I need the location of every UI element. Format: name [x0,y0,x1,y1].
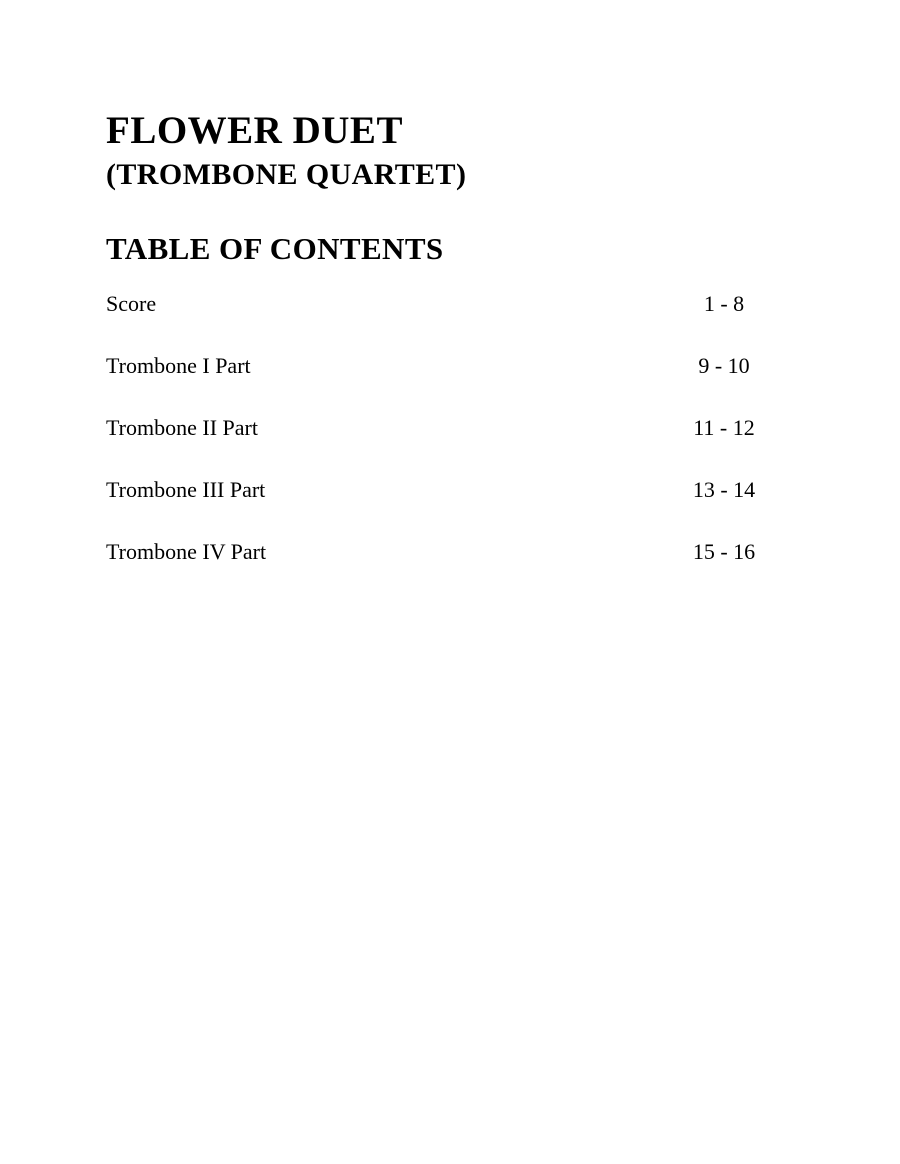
toc-item-pages: 9 - 10 [698,353,750,378]
toc-heading: TABLE OF CONTENTS [106,231,444,266]
toc-item-label: Score [106,291,157,316]
toc-item-pages: 15 - 16 [692,539,756,564]
toc-item-trombone-ii [106,412,786,474]
toc-item-trombone-i [106,350,786,412]
toc-item-trombone-iii [106,474,786,536]
toc-item-pages: 1 - 8 [703,291,745,316]
toc-list [106,288,786,598]
toc-item-trombone-iv [106,536,786,598]
document-title: FLOWER DUET [106,109,403,152]
document-subtitle: (TROMBONE QUARTET) [106,158,467,191]
toc-item-label: Trombone IV Part [106,539,267,564]
toc-item-pages: 13 - 14 [692,477,756,502]
toc-item-label: Trombone III Part [106,477,266,502]
toc-item-score [106,288,786,350]
toc-item-label: Trombone I Part [106,353,251,378]
toc-item-label: Trombone II Part [106,415,258,440]
toc-item-pages: 11 - 12 [693,415,755,440]
